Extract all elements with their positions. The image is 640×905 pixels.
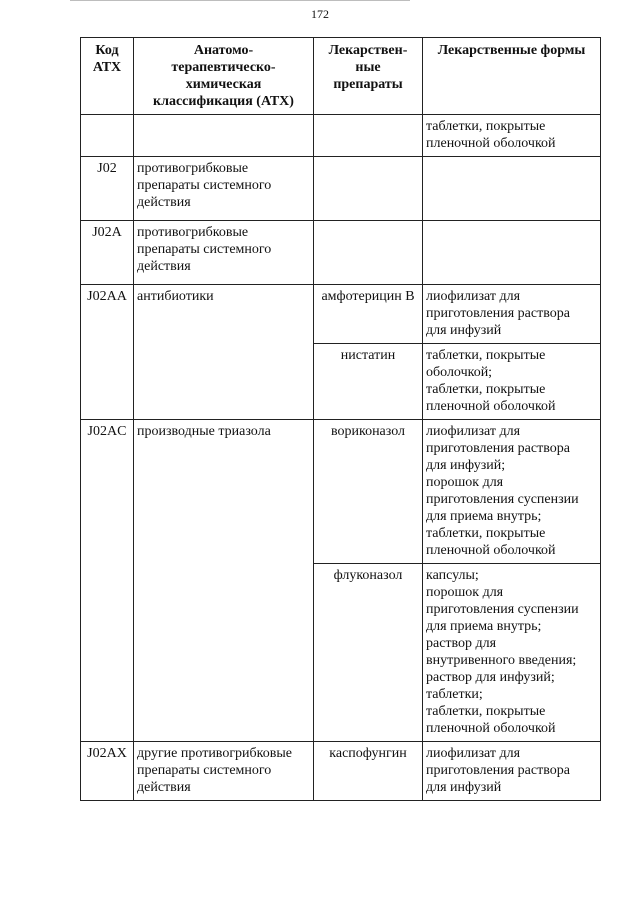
forms-cell: капсулы; порошок для приготовления суспензии для приема внутрь; раствор для внутривенного введения; раствор для инфузий; таблетки; таблетки, покрытые пленочной оболочкой: [423, 564, 601, 742]
forms-cell: таблетки, покрытые пленочной оболочкой: [423, 115, 601, 157]
forms-cell: лиофилизат для приготовления раствора для инфузий: [423, 742, 601, 801]
forms-cell: таблетки, покрытые оболочкой; таблетки, покрытые пленочной оболочкой: [423, 344, 601, 420]
drug-cell: нистатин: [314, 344, 423, 420]
classification-cell: антибиотики: [134, 285, 314, 420]
drug-cell: [314, 157, 423, 221]
table-header-row: [81, 38, 601, 115]
drug-cell: флуконазол: [314, 564, 423, 742]
table-row: [81, 115, 601, 157]
drug-cell: каспофунгин: [314, 742, 423, 801]
drug-cell: [314, 221, 423, 285]
table-row: [81, 420, 601, 564]
classification-cell: производные триазола: [134, 420, 314, 742]
top-rule: [70, 0, 410, 1]
table-row: [81, 285, 601, 344]
code-cell: J02AX: [81, 742, 134, 801]
code-cell: J02AA: [81, 285, 134, 420]
classification-cell: [134, 115, 314, 157]
forms-cell: [423, 221, 601, 285]
atx-table: [80, 37, 601, 801]
classification-cell: противогрибковые препараты системного действия: [134, 221, 314, 285]
header-drugs: Лекарствен- ные препараты: [314, 38, 423, 115]
page-number: 172: [311, 7, 329, 21]
table-row: [81, 742, 601, 801]
forms-cell: лиофилизат для приготовления раствора для инфузий: [423, 285, 601, 344]
drug-cell: вориконазол: [314, 420, 423, 564]
table-row: [81, 157, 601, 221]
drug-cell: [314, 115, 423, 157]
code-cell: [81, 115, 134, 157]
forms-cell: [423, 157, 601, 221]
code-cell: J02: [81, 157, 134, 221]
forms-cell: лиофилизат для приготовления раствора для инфузий; порошок для приготовления суспензии для приема внутрь; таблетки, покрытые пленочной оболочкой: [423, 420, 601, 564]
header-forms: Лекарственные формы: [423, 38, 601, 115]
code-cell: J02AC: [81, 420, 134, 742]
header-classification: Анатомо- терапевтическо- химическая классификация (АТХ): [134, 38, 314, 115]
header-code: Код АТХ: [81, 38, 134, 115]
classification-cell: другие противогрибковые препараты системного действия: [134, 742, 314, 801]
drug-cell: амфотерицин В: [314, 285, 423, 344]
classification-cell: противогрибковые препараты системного действия: [134, 157, 314, 221]
table-row: [81, 221, 601, 285]
code-cell: J02A: [81, 221, 134, 285]
